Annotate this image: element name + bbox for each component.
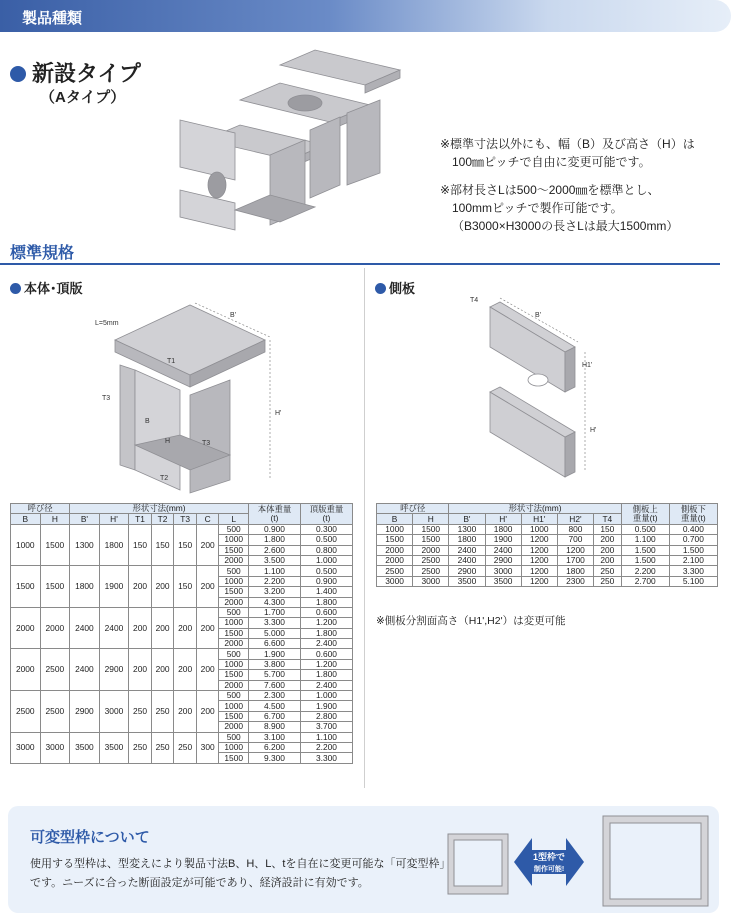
cell-value: 1800 xyxy=(485,524,521,534)
body-spec-table xyxy=(10,503,353,764)
cell-value: 1500 xyxy=(413,524,449,534)
cell-t1: 200 xyxy=(129,566,152,608)
dim-label-t2: T2 xyxy=(160,475,169,482)
cell-value: 250 xyxy=(594,576,622,586)
cell-value: 2.400 xyxy=(300,639,352,649)
cell-value: 150 xyxy=(594,524,622,534)
body-slab-diagram xyxy=(80,295,310,495)
cell-value: 2000 xyxy=(219,639,249,649)
cell-value: 3.300 xyxy=(249,618,301,628)
side-spec-table xyxy=(376,503,718,587)
cell-h: 1500 xyxy=(40,524,70,566)
cell-t1: 200 xyxy=(129,607,152,649)
cell-value: 2.200 xyxy=(249,576,301,586)
cell-value: 800 xyxy=(557,524,593,534)
cell-value: 2.800 xyxy=(300,711,352,721)
cell-value: 2900 xyxy=(485,555,521,565)
th-shape: 形状寸法(mm) xyxy=(70,504,249,514)
dim-label-hp: H' xyxy=(590,427,597,434)
dim-label-h: H xyxy=(165,438,171,445)
standard-title: 標準規格 xyxy=(10,245,75,262)
cell-value: 500 xyxy=(219,607,249,617)
cell-value: 1.800 xyxy=(300,670,352,680)
cell-value: 2500 xyxy=(377,566,413,576)
cell-value: 2300 xyxy=(557,576,593,586)
cell-value: 0.700 xyxy=(669,535,717,545)
cell-bp: 2400 xyxy=(70,607,100,649)
table-row xyxy=(377,566,718,576)
note-line: （B3000×H3000の長さLは最大1500mm） xyxy=(452,219,679,233)
cell-h: 2500 xyxy=(40,649,70,691)
cell-t3: 200 xyxy=(174,691,197,733)
cell-value: 1.200 xyxy=(300,659,352,669)
cell-value: 1000 xyxy=(219,576,249,586)
section-subtitle: （Aタイプ） xyxy=(40,89,126,106)
table-row xyxy=(11,732,353,742)
cell-value: 1500 xyxy=(413,535,449,545)
note-line: 100mmピッチで製作可能です。 xyxy=(452,201,623,215)
cell-value: 6.700 xyxy=(249,711,301,721)
cell-value: 2400 xyxy=(449,555,485,565)
dim-label-h1: H1' xyxy=(582,362,593,369)
dim-label-l: L=5mm xyxy=(95,320,119,327)
cell-value: 1.800 xyxy=(300,597,352,607)
cell-t2: 200 xyxy=(151,566,174,608)
cell-c: 300 xyxy=(196,732,219,763)
cell-value: 6.600 xyxy=(249,639,301,649)
cell-value: 2000 xyxy=(219,680,249,690)
cell-value: 1.900 xyxy=(249,649,301,659)
cell-t2: 150 xyxy=(151,524,174,566)
cell-t3: 200 xyxy=(174,607,197,649)
cell-value: 1.400 xyxy=(300,587,352,597)
cell-value: 2000 xyxy=(377,555,413,565)
table-row xyxy=(377,555,718,565)
cell-t1: 150 xyxy=(129,524,152,566)
cell-t3: 150 xyxy=(174,566,197,608)
col-header: T3 xyxy=(174,514,197,524)
cell-value: 1000 xyxy=(377,524,413,534)
cell-t2: 200 xyxy=(151,607,174,649)
cell-value: 0.500 xyxy=(300,566,352,576)
cell-value: 3.500 xyxy=(249,555,301,565)
cell-t1: 250 xyxy=(129,691,152,733)
cell-t2: 250 xyxy=(151,732,174,763)
cell-bp: 2400 xyxy=(70,649,100,691)
cell-value: 0.400 xyxy=(669,524,717,534)
cell-value: 500 xyxy=(219,649,249,659)
badge-line1: 1型枠で xyxy=(532,852,566,862)
cell-value: 1.900 xyxy=(300,701,352,711)
cell-bp: 3500 xyxy=(70,732,100,763)
cell-value: 1700 xyxy=(557,555,593,565)
side-panel-note: ※側板分割面高さ（H1',H2'）は変更可能 xyxy=(376,615,566,627)
cell-t3: 150 xyxy=(174,524,197,566)
cell-value: 2.700 xyxy=(621,576,669,586)
col-header: T1 xyxy=(129,514,152,524)
cell-value: 0.300 xyxy=(300,524,352,534)
cell-value: 1.700 xyxy=(249,607,301,617)
cell-hp: 2900 xyxy=(99,649,129,691)
cell-h: 1500 xyxy=(40,566,70,608)
cell-value: 1.800 xyxy=(249,535,301,545)
cell-value: 2.600 xyxy=(249,545,301,555)
cell-h: 2500 xyxy=(40,691,70,733)
cell-value: 3.200 xyxy=(249,587,301,597)
cell-value: 5.100 xyxy=(669,576,717,586)
cell-value: 2.300 xyxy=(249,691,301,701)
cell-value: 5.700 xyxy=(249,670,301,680)
cell-c: 200 xyxy=(196,691,219,733)
cell-hp: 2400 xyxy=(99,607,129,649)
header-title: 製品種類 xyxy=(22,10,83,27)
cell-b: 2500 xyxy=(11,691,41,733)
cell-value: 8.900 xyxy=(249,722,301,732)
col-header: L xyxy=(219,514,249,524)
cell-b: 1500 xyxy=(11,566,41,608)
cell-value: 1000 xyxy=(219,659,249,669)
cell-value: 200 xyxy=(594,545,622,555)
cell-value: 1000 xyxy=(219,535,249,545)
dim-label-b: B xyxy=(145,418,150,425)
cell-value: 4.300 xyxy=(249,597,301,607)
cell-hp: 1900 xyxy=(99,566,129,608)
cell-value: 1000 xyxy=(521,524,557,534)
cell-value: 1.500 xyxy=(621,545,669,555)
cell-value: 0.600 xyxy=(300,649,352,659)
cell-value: 6.200 xyxy=(249,742,301,752)
cell-h: 2000 xyxy=(40,607,70,649)
cell-value: 1500 xyxy=(219,711,249,721)
col-header: H xyxy=(40,514,70,524)
cell-value: 500 xyxy=(219,566,249,576)
dim-label-t4: T4 xyxy=(470,297,479,304)
left-section-title: 本体･頂版 xyxy=(10,278,83,297)
notes xyxy=(440,135,695,235)
cell-b: 2000 xyxy=(11,649,41,691)
cell-value: 1.100 xyxy=(249,566,301,576)
cell-hp: 3500 xyxy=(99,732,129,763)
th-shape: 形状寸法(mm) xyxy=(449,504,621,514)
dim-label-bp: B' xyxy=(230,312,237,319)
table-row xyxy=(11,691,353,701)
right-section-title: 側板 xyxy=(375,278,415,297)
variable-formwork-diagram xyxy=(440,812,720,910)
cell-value: 1.200 xyxy=(300,618,352,628)
column-divider xyxy=(364,268,365,788)
th-upper-weight: 側板上 重量(t) xyxy=(621,504,669,525)
cell-value: 2000 xyxy=(219,722,249,732)
col-header: T4 xyxy=(594,514,622,524)
cell-t1: 250 xyxy=(129,732,152,763)
dim-label-t3: T3 xyxy=(102,395,111,402)
cell-t1: 200 xyxy=(129,649,152,691)
cell-value: 1800 xyxy=(449,535,485,545)
cell-value: 2400 xyxy=(485,545,521,555)
col-header: H2' xyxy=(557,514,593,524)
cell-value: 3000 xyxy=(377,576,413,586)
dim-label-bp: B' xyxy=(535,312,542,319)
cell-value: 2900 xyxy=(449,566,485,576)
note-line: 100㎜ピッチで自由に変更可能です。 xyxy=(452,155,651,169)
table-row xyxy=(11,566,353,576)
cell-value: 200 xyxy=(594,555,622,565)
cell-value: 700 xyxy=(557,535,593,545)
cell-value: 9.300 xyxy=(249,753,301,763)
cell-value: 200 xyxy=(594,535,622,545)
cell-value: 1.000 xyxy=(300,691,352,701)
table-row xyxy=(11,607,353,617)
cell-b: 2000 xyxy=(11,607,41,649)
cell-bp: 1300 xyxy=(70,524,100,566)
cell-value: 3.700 xyxy=(300,722,352,732)
cell-t2: 200 xyxy=(151,649,174,691)
cell-value: 3500 xyxy=(449,576,485,586)
cell-value: 1300 xyxy=(449,524,485,534)
cell-value: 0.600 xyxy=(300,607,352,617)
cell-value: 1800 xyxy=(557,566,593,576)
cell-value: 1.100 xyxy=(300,732,352,742)
cell-t3: 200 xyxy=(174,649,197,691)
cell-value: 0.800 xyxy=(300,545,352,555)
cell-value: 1500 xyxy=(219,545,249,555)
side-panel-diagram xyxy=(460,292,650,492)
cell-value: 500 xyxy=(219,691,249,701)
cell-value: 5.000 xyxy=(249,628,301,638)
cell-value: 500 xyxy=(219,732,249,742)
section-title: 新設タイプ xyxy=(10,57,141,88)
cell-h: 3000 xyxy=(40,732,70,763)
th-lower-weight: 側板下 重量(t) xyxy=(669,504,717,525)
th-body-weight: 本体重量 (t) xyxy=(249,504,301,525)
col-header: B xyxy=(377,514,413,524)
table-row xyxy=(377,524,718,534)
cell-value: 1.500 xyxy=(669,545,717,555)
cell-value: 1000 xyxy=(219,742,249,752)
cell-value: 2000 xyxy=(219,597,249,607)
box-culvert-illustration xyxy=(175,45,410,245)
promo-title: 可変型枠について xyxy=(30,829,150,846)
cell-value: 2.200 xyxy=(300,742,352,752)
cell-value: 0.900 xyxy=(300,576,352,586)
table-row xyxy=(377,545,718,555)
cell-value: 1.100 xyxy=(621,535,669,545)
col-header: H1' xyxy=(521,514,557,524)
badge-line2: 制作可能! xyxy=(533,866,565,873)
col-header: H' xyxy=(99,514,129,524)
cell-value: 7.600 xyxy=(249,680,301,690)
cell-value: 1000 xyxy=(219,618,249,628)
cell-value: 3.100 xyxy=(249,732,301,742)
cell-value: 1500 xyxy=(219,587,249,597)
cell-value: 1200 xyxy=(557,545,593,555)
cell-value: 1.800 xyxy=(300,628,352,638)
table-row xyxy=(11,524,353,534)
cell-value: 1900 xyxy=(485,535,521,545)
cell-value: 1200 xyxy=(521,566,557,576)
col-header: T2 xyxy=(151,514,174,524)
cell-value: 2400 xyxy=(449,545,485,555)
cell-b: 1000 xyxy=(11,524,41,566)
dim-label-t1: T1 xyxy=(167,358,176,365)
standard-divider xyxy=(0,263,720,265)
th-nominal: 呼び径 xyxy=(377,504,449,514)
col-header: H xyxy=(413,514,449,524)
bullet-icon xyxy=(375,283,386,294)
cell-value: 2500 xyxy=(413,566,449,576)
cell-value: 500 xyxy=(219,524,249,534)
cell-value: 3500 xyxy=(485,576,521,586)
cell-value: 2000 xyxy=(413,545,449,555)
cell-t3: 250 xyxy=(174,732,197,763)
col-header: C xyxy=(196,514,219,524)
dim-label-t3b: T3 xyxy=(202,440,211,447)
cell-value: 1.000 xyxy=(300,555,352,565)
bullet-icon xyxy=(10,283,21,294)
cell-value: 1200 xyxy=(521,576,557,586)
col-header: H' xyxy=(485,514,521,524)
cell-value: 2.400 xyxy=(300,680,352,690)
cell-t2: 250 xyxy=(151,691,174,733)
cell-b: 3000 xyxy=(11,732,41,763)
cell-c: 200 xyxy=(196,524,219,566)
cell-value: 4.500 xyxy=(249,701,301,711)
cell-value: 3000 xyxy=(413,576,449,586)
cell-c: 200 xyxy=(196,566,219,608)
cell-value: 2.100 xyxy=(669,555,717,565)
cell-value: 2000 xyxy=(377,545,413,555)
note-line: ※部材長さLは500～2000㎜を標準とし、 xyxy=(440,183,660,197)
cell-c: 200 xyxy=(196,649,219,691)
dim-label-hp: H' xyxy=(275,410,282,417)
promo-body: 使用する型枠は、型変えにより製品寸法B、H、L、tを自在に変更可能な「可変型枠」です。ニーズに合った断面設定が可能であり、経済設計に有効です。 xyxy=(30,858,445,889)
cell-hp: 3000 xyxy=(99,691,129,733)
cell-value: 0.500 xyxy=(621,524,669,534)
cell-value: 1500 xyxy=(377,535,413,545)
table-row xyxy=(377,535,718,545)
col-header: B' xyxy=(449,514,485,524)
table-row xyxy=(377,576,718,586)
cell-value: 1200 xyxy=(521,555,557,565)
cell-hp: 1800 xyxy=(99,524,129,566)
cell-value: 1500 xyxy=(219,670,249,680)
th-nominal: 呼び径 xyxy=(11,504,70,514)
cell-value: 1200 xyxy=(521,535,557,545)
cell-value: 3.300 xyxy=(300,753,352,763)
cell-value: 1200 xyxy=(521,545,557,555)
cell-value: 2.200 xyxy=(621,566,669,576)
cell-value: 3000 xyxy=(485,566,521,576)
table-row xyxy=(11,649,353,659)
cell-value: 1.500 xyxy=(621,555,669,565)
cell-value: 3.300 xyxy=(669,566,717,576)
cell-value: 1000 xyxy=(219,701,249,711)
cell-value: 3.800 xyxy=(249,659,301,669)
bullet-icon xyxy=(10,66,26,82)
th-slab-weight: 頂版重量 (t) xyxy=(300,504,352,525)
cell-bp: 1800 xyxy=(70,566,100,608)
cell-value: 1500 xyxy=(219,753,249,763)
cell-value: 0.900 xyxy=(249,524,301,534)
col-header: B xyxy=(11,514,41,524)
col-header: B' xyxy=(70,514,100,524)
cell-value: 2500 xyxy=(413,555,449,565)
note-line: ※標準寸法以外にも、幅（B）及び高さ（H）は xyxy=(440,137,695,151)
cell-value: 1500 xyxy=(219,628,249,638)
cell-value: 0.500 xyxy=(300,535,352,545)
cell-value: 2000 xyxy=(219,555,249,565)
cell-bp: 2900 xyxy=(70,691,100,733)
cell-value: 250 xyxy=(594,566,622,576)
header-bar xyxy=(0,0,731,32)
cell-c: 200 xyxy=(196,607,219,649)
